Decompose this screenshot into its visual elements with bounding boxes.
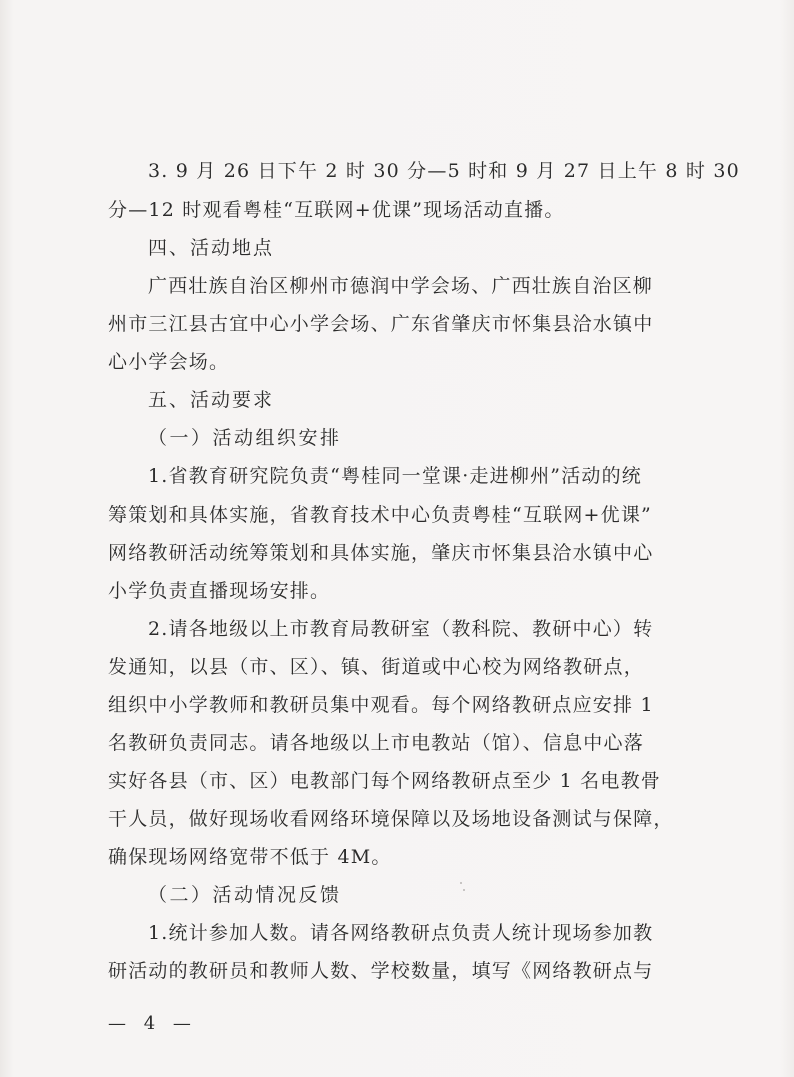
paragraph-line-14: 实好各县（市、区）电教部门每个网络教研点至少 1 名电教骨 <box>108 770 661 792</box>
paragraph-line-1: 3. 9 月 26 日下午 2 时 30 分—5 时和 9 月 27 日上午 8 时 30 <box>148 160 740 182</box>
paragraph-line-2: 分—12 时观看粤桂“互联网+优课”现场活动直播。 <box>108 199 565 221</box>
scan-speck <box>463 889 465 891</box>
paragraph-line-3: 广西壮族自治区柳州市德润中学会场、广西壮族自治区柳 <box>148 275 654 297</box>
subsection-heading-feedback: （二）活动情况反馈 <box>148 884 342 906</box>
section-heading-requirements: 五、活动要求 <box>148 389 275 411</box>
subsection-heading-organization: （一）活动组织安排 <box>148 427 342 449</box>
paragraph-line-11: 发通知，以县（市、区）、镇、街道或中心校为网络教研点， <box>108 656 644 678</box>
paragraph-line-17: 1.统计参加人数。请各网络教研点负责人统计现场参加教 <box>148 922 654 944</box>
paragraph-line-6: 1.省教育研究院负责“粤桂同一堂课·走进柳州”活动的统 <box>148 465 642 487</box>
paragraph-line-13: 名教研负责同志。请各地级以上市电教站（馆）、信息中心落 <box>108 732 644 754</box>
paragraph-line-9: 小学负责直播现场安排。 <box>108 580 331 602</box>
scan-speck <box>460 882 462 884</box>
paragraph-line-4: 州市三江县古宜中心小学会场、广东省肇庆市怀集县洽水镇中 <box>108 313 654 335</box>
paragraph-line-5: 心小学会场。 <box>108 351 230 373</box>
paragraph-line-15: 干人员，做好现场收看网络环境保障以及场地设备测试与保障， <box>108 808 674 830</box>
paragraph-line-18: 研活动的教研员和教师人数、学校数量，填写《网络教研点与 <box>108 960 654 982</box>
paragraph-line-8: 网络教研活动统筹策划和具体实施，肇庆市怀集县洽水镇中心 <box>108 542 654 564</box>
section-heading-location: 四、活动地点 <box>148 237 275 259</box>
paragraph-line-7: 筹策划和具体实施，省教育技术中心负责粤桂“互联网+优课” <box>108 504 652 526</box>
paragraph-line-16: 确保现场网络宽带不低于 4M。 <box>108 846 392 868</box>
page-number: — 4 — <box>108 1013 197 1034</box>
paragraph-line-10: 2.请各地级以上市教育局教研室（教科院、教研中心）转 <box>148 618 654 640</box>
paragraph-line-12: 组织中小学教师和教研员集中观看。每个网络教研点应安排 1 <box>108 694 654 716</box>
